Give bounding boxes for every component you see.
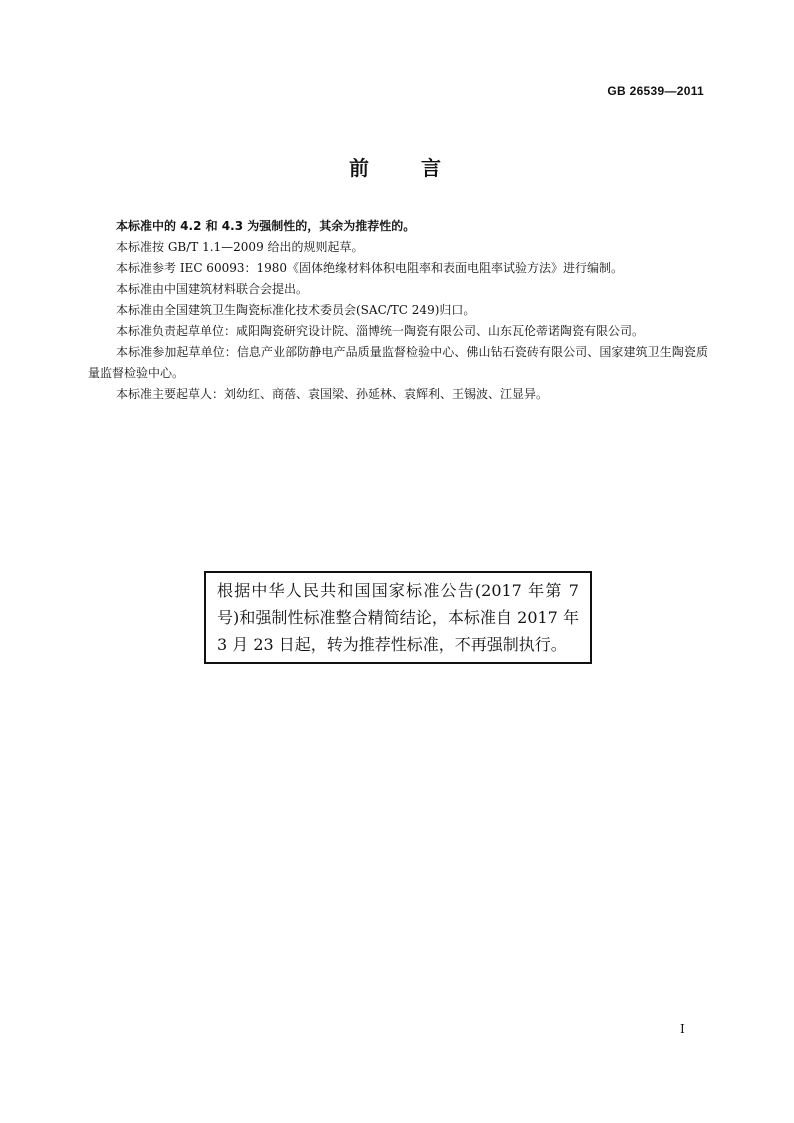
paragraph-lead-drafters: 本标准负责起草单位：咸阳陶瓷研究设计院、淄博统一陶瓷有限公司、山东瓦伦蒂诺陶瓷有限公司。 bbox=[116, 324, 645, 338]
paragraph-mandatory-clauses: 本标准中的 4.2 和 4.3 为强制性的，其余为推荐性的。 bbox=[116, 219, 416, 233]
paragraph-drafting-rules: 本标准按 GB/T 1.1—2009 给出的规则起草。 bbox=[116, 240, 364, 254]
paragraph-committee: 本标准由全国建筑卫生陶瓷标准化技术委员会(SAC/TC 249)归口。 bbox=[116, 303, 476, 317]
page-title: 前 言 bbox=[349, 156, 445, 180]
foreword-body bbox=[88, 216, 708, 405]
paragraph-main-drafters: 本标准主要起草人：刘幼红、商蓓、袁国梁、孙延林、袁辉利、王锡波、江显异。 bbox=[116, 387, 549, 401]
paragraph-participating-drafters: 本标准参加起草单位：信息产业部防静电产品质量监督检验中心、佛山钻石瓷砖有限公司、国家建筑卫生陶瓷质量监督检验中心。 bbox=[88, 345, 708, 380]
paragraph-proposer: 本标准由中国建筑材料联合会提出。 bbox=[116, 282, 309, 296]
paragraph-reference: 本标准参考 IEC 60093：1980《固体绝缘材料体积电阻率和表面电阻率试验方法》进行编制。 bbox=[116, 261, 624, 275]
notice-box: 根据中华人民共和国国家标准公告(2017 年第 7 号)和强制性标准整合精简结论，本标准自 2017 年 3 月 23 日起，转为推荐性标准，不再强制执行。 bbox=[204, 571, 592, 664]
page-number: I bbox=[680, 1022, 685, 1036]
standard-code: GB 26539—2011 bbox=[607, 84, 704, 98]
